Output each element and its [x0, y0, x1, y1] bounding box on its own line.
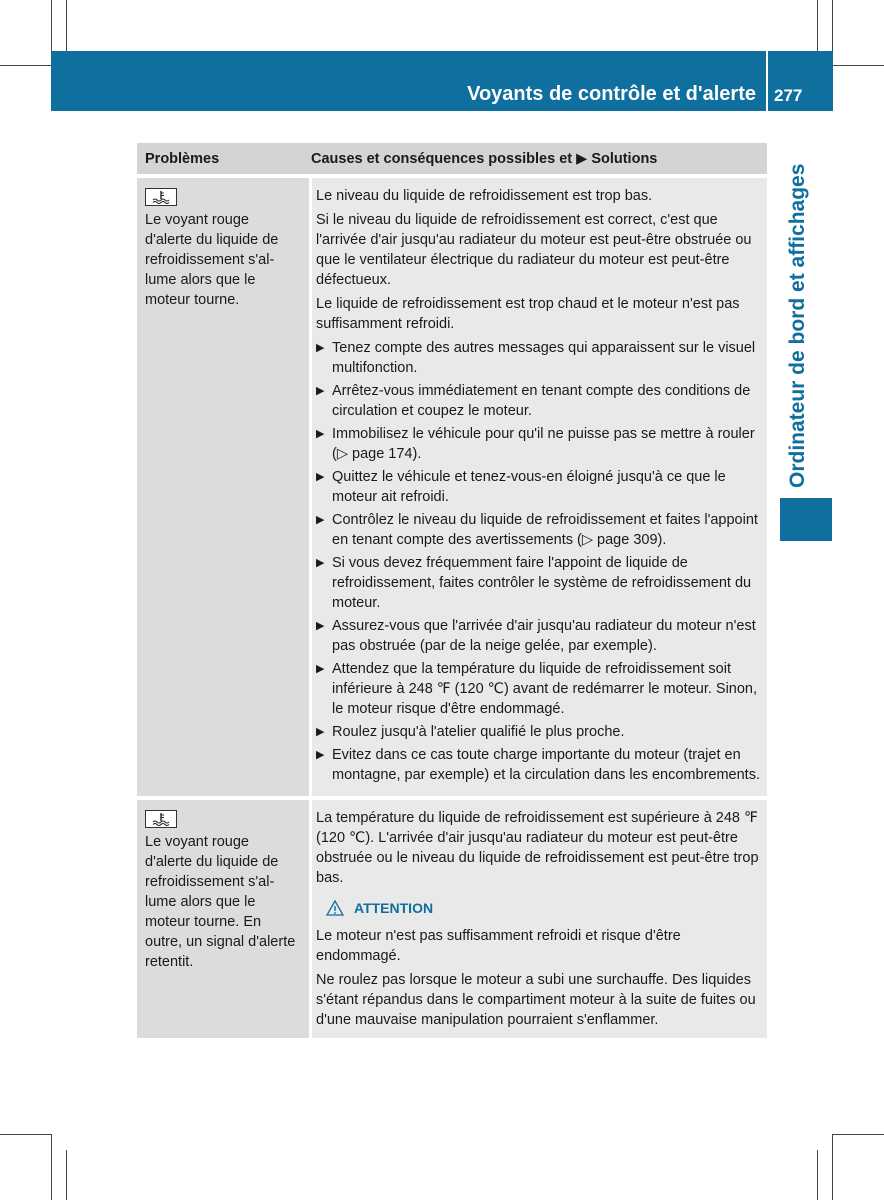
crop-mark: [0, 65, 51, 66]
causes-cell: [309, 800, 767, 1038]
section-tab-marker: [780, 498, 832, 541]
table-header-row: [137, 143, 767, 174]
column-header-problems: Problèmes: [145, 151, 220, 167]
warning-triangle-icon: [326, 900, 344, 916]
table-row: [137, 178, 767, 796]
crop-mark: [833, 1134, 884, 1135]
arrow-bullet-icon: ▶: [316, 385, 325, 397]
solution-item: [316, 510, 763, 550]
crop-mark: [832, 1134, 833, 1200]
crop-mark: [833, 65, 884, 66]
solution-item: [316, 467, 763, 507]
crop-mark: [51, 0, 52, 51]
crop-mark: [51, 1134, 52, 1200]
cause-paragraph: Le liquide de refroidissement est trop chaud et le moteur n'est pas suffisamment refroidi.: [316, 296, 740, 332]
solution-item: [316, 553, 763, 613]
page-title: Voyants de contrôle et d'alerte: [467, 83, 756, 105]
causes-cell: [309, 178, 767, 796]
solution-text: Si vous devez fréquemment faire l'appoint de liquide de refroidissement, faites contrôler le système de refroidissement du moteur.: [332, 555, 752, 611]
arrow-bullet-icon: ▶: [316, 557, 325, 569]
problem-cell: [137, 178, 309, 796]
cause-paragraph: La température du liquide de refroidissement est supérieure à 248 ℉ (120 ℃). L'arrivée d'air jusqu'au radiateur du moteur est peut-être obstruée ou le niveau du liquide de refroidissement est peut-être trop bas.: [316, 810, 759, 886]
header-separator: [766, 51, 768, 111]
section-tab-label: Ordinateur de bord et affichages: [786, 163, 809, 488]
attention-label: ATTENTION: [354, 900, 434, 916]
arrow-bullet-icon: ▶: [316, 726, 325, 738]
solution-item: [316, 381, 763, 421]
warning-paragraph: Le moteur n'est pas suffisamment refroidi et risque d'être endommagé.: [316, 928, 681, 964]
problem-description: Le voyant rouge d'alerte du liquide de refroidissement s'al- lume alors que le moteur tourne. En outre, un signal d'alerte retentit.: [145, 834, 296, 970]
crop-mark: [0, 1134, 51, 1135]
solution-item: [316, 722, 763, 742]
coolant-warning-icon: [145, 188, 177, 206]
solution-item: [316, 659, 763, 719]
solution-text: Quittez le véhicule et tenez-vous-en éloigné jusqu'à ce que le moteur ait refroidi.: [332, 469, 726, 505]
warning-table: [137, 143, 767, 1038]
problem-cell: [137, 800, 309, 1038]
table-row: [137, 800, 767, 1038]
arrow-bullet-icon: ▶: [316, 514, 325, 526]
crop-mark: [66, 1150, 67, 1200]
arrow-bullet-icon: ▶: [316, 749, 325, 761]
solution-item: [316, 745, 763, 785]
solution-text: Immobilisez le véhicule pour qu'il ne puisse pas se mettre à rouler (▷ page 174).: [332, 426, 755, 462]
solution-text: Contrôlez le niveau du liquide de refroidissement et faites l'appoint en tenant compte des avertissements (▷ page 309).: [332, 512, 758, 548]
arrow-bullet-icon: ▶: [316, 663, 325, 675]
solution-text: Tenez compte des autres messages qui apparaissent sur le visuel multifonction.: [332, 340, 756, 376]
arrow-bullet-icon: ▶: [316, 342, 325, 354]
solution-text: Arrêtez-vous immédiatement en tenant compte des conditions de circulation et coupez le moteur.: [332, 383, 751, 419]
arrow-bullet-icon: ▶: [316, 428, 325, 440]
cause-paragraph: Si le niveau du liquide de refroidissement est correct, c'est que l'arrivée d'air jusqu'au radiateur du moteur est peut-être obstruée ou que le ventilateur électrique du radiateur du moteur est peut-être défectueux.: [316, 212, 752, 288]
solution-text: Evitez dans ce cas toute charge importante du moteur (trajet en montagne, par exemple) et la circulation dans les encombrements.: [332, 747, 760, 783]
warning-paragraph: Ne roulez pas lorsque le moteur a subi une surchauffe. Des liquides s'étant répandus dans le compartiment moteur à la suite de fuites ou d'une mauvaise manipulation pourraient s'enflammer.: [316, 972, 756, 1028]
attention-heading: [326, 898, 763, 918]
column-header-causes: Causes et conséquences possibles et ▶ Solutions: [311, 151, 658, 167]
solution-text: Roulez jusqu'à l'atelier qualifié le plus proche.: [332, 724, 625, 740]
solution-item: [316, 424, 763, 464]
coolant-warning-icon: [145, 810, 177, 828]
cause-paragraph: Le niveau du liquide de refroidissement est trop bas.: [316, 188, 653, 204]
solution-text: Assurez-vous que l'arrivée d'air jusqu'au radiateur du moteur n'est pas obstruée (par de la neige gelée, par exemple).: [332, 618, 756, 654]
crop-mark: [832, 0, 833, 51]
arrow-bullet-icon: ▶: [316, 620, 325, 632]
solution-text: Attendez que la température du liquide de refroidissement soit inférieure à 248 ℉ (120 ℃) avant de redémarrer le moteur. Sinon, le moteur risque d'être endommagé.: [332, 661, 758, 717]
problem-description: Le voyant rouge d'alerte du liquide de refroidissement s'al- lume alors que le moteur tourne.: [145, 212, 279, 308]
arrow-bullet-icon: ▶: [316, 471, 325, 483]
solution-item: [316, 616, 763, 656]
crop-mark: [817, 1150, 818, 1200]
page-number: 277: [774, 86, 803, 105]
solution-item: [316, 338, 763, 378]
crop-mark: [817, 0, 818, 51]
crop-mark: [66, 0, 67, 51]
